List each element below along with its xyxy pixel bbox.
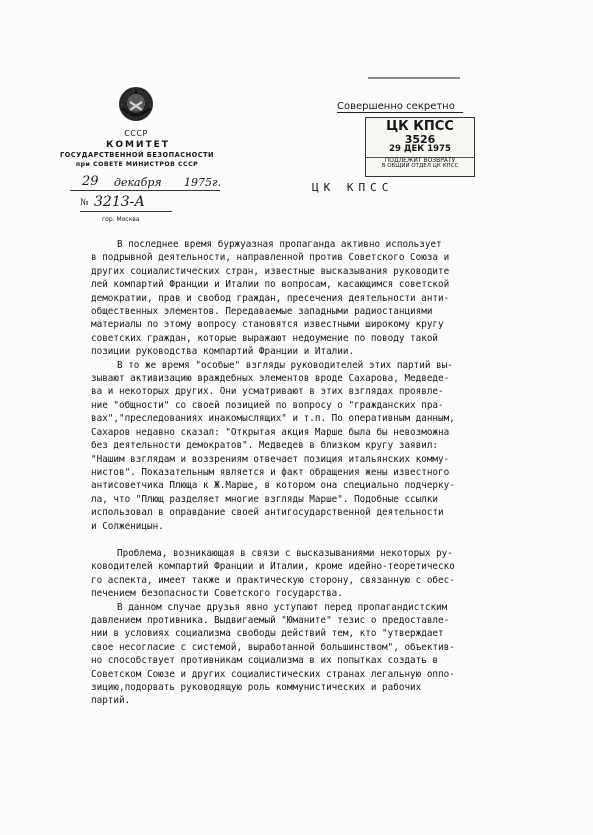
paragraph-line: Проблема, возникающая в связи с высказываниями некоторых ру- — [117, 547, 453, 559]
org-line-2: ГОСУДАРСТВЕННОЙ БЕЗОПАСНОСТИ — [59, 151, 215, 159]
paragraph-line: советских граждан, которые выражают недоумение по поводу такой — [91, 332, 439, 344]
country-label: СССР — [124, 129, 148, 138]
stamp-line-1: ЦК КПСС — [386, 119, 454, 134]
paragraph-line: зицию,подорвать руководящую роль коммунистических и рабочих — [91, 682, 422, 693]
paragraph-4 — [91, 601, 586, 708]
paragraph-line: печением безопасности Советского государства. — [91, 588, 343, 600]
date-month: декабря — [114, 176, 162, 189]
date-year: 1975г. — [184, 176, 222, 189]
paragraph-line: В то же время "особые" взгляды руководителей этих партий вы- — [117, 359, 453, 371]
stamp-line-2: 3526 — [404, 132, 436, 146]
paragraph-line: ководителей компартий Франции и Италии, кроме идейно-теоретическо — [91, 561, 455, 573]
document-date — [70, 176, 220, 191]
paragraph-line: но способствует противникам социализма в их попытках создать в — [91, 655, 439, 667]
paragraph-line: ва и некоторых других. Они усматривают в этих взглядах проявле- — [91, 386, 444, 398]
registration-stamp — [365, 117, 475, 177]
paragraph-line: без деятельности демократов". Медведев в близком кругу заявил: — [91, 440, 439, 452]
paragraph-3 — [91, 547, 586, 601]
date-day: 29 — [82, 174, 99, 189]
paragraph-line: го аспекта, имеет также и практическую сторону, связанную с обес- — [91, 574, 455, 586]
paragraph-line: вах","преследованиях инакомыслящих" и т.п. По оперативным данным, — [91, 413, 455, 425]
paragraph-line: Советском Союзе и других социалистических странах легальную оппо- — [91, 668, 455, 680]
paragraph-line: ние "общности" со своей позицией по вопросу о "гражданских пра- — [91, 399, 444, 411]
paragraph-line: демократии, прав и свобод граждан, пресечения деятельности анти- — [91, 292, 450, 304]
paragraph-line: свое несогласие с системой, выработанной большинством", объектив- — [91, 641, 455, 653]
paragraph-line: "Нашим взглядам и воззрениям отвечает позиция итальянских комму- — [91, 453, 450, 465]
paragraph-line: В последнее время буржуазная пропаганда активно использует — [117, 239, 442, 250]
paragraph-line: других социалистических стран, известные высказывания руководите — [91, 265, 450, 277]
paragraph-line: Сахаров недавно сказал: "Открытая акция Марше была бы невозможна — [91, 426, 450, 438]
scribble-mark — [368, 77, 460, 79]
letter-body — [91, 238, 586, 708]
paragraph-1 — [91, 238, 586, 359]
state-emblem-icon — [116, 84, 156, 124]
paragraph-line: позиции руководства компартий Франции и Италии. — [91, 346, 355, 358]
stamp-line-3: 29 ДЕК 1975 — [389, 144, 451, 155]
paragraph-line: общественных элементов. Передаваемые западными радиостанциями — [91, 306, 433, 318]
paragraph-line: и Солженицын. — [91, 520, 164, 532]
paragraph-line: партий. — [91, 695, 131, 707]
paragraph-line: в подрывной деятельности, направленной против Советского Союза и — [91, 252, 450, 264]
paragraph-2 — [91, 359, 586, 533]
paragraph-line: нистов". Показательным является и факт обращения жены известного — [91, 466, 450, 478]
stamp-line-4: ПОДЛЕЖИТ ВОЗВРАТУ — [366, 157, 474, 164]
paragraph-line: давлением противника. Выдвигаемый "Юманите" тезис о предоставле- — [91, 614, 450, 626]
addressee: ЦК КПСС — [312, 181, 394, 194]
paragraph-line: зывают активизацию враждебных элементов вроде Сахарова, Медведе- — [91, 373, 450, 385]
classification-label: Совершенно секретно — [337, 101, 463, 113]
paragraph-line: материалы по этому вопросу становятся известными широкому кругу — [91, 319, 444, 331]
city-label: гор. Москва — [102, 216, 140, 223]
document-number: № 3213-А — [80, 196, 172, 212]
paragraph-line: лей компартий Франции и Италии по вопросам, касающимся советской — [91, 279, 450, 291]
document-number-value: 3213-А — [94, 194, 145, 210]
paragraph-line: В данном случае друзья явно уступают перед пропагандистским — [117, 601, 448, 613]
paragraph-line: ла, что "Плющ разделяет многие взгляды Марше". Подобные ссылки — [91, 493, 439, 505]
paragraph-line: нии в условиях социализма свободы действий тем, кто "утверждает — [91, 628, 444, 640]
paragraph-line: использовал в оправдание своей антигосударственной деятельности — [91, 507, 444, 519]
stamp-line-5: В ОБЩИЙ ОТДЕЛ ЦК КПСС — [381, 163, 459, 170]
paragraph-line: антисоветчика Плюща к Ж.Марше, в котором она специально подчерку- — [91, 480, 455, 492]
org-line-3: при СОВЕТЕ МИНИСТРОВ СССР — [75, 161, 199, 168]
org-line-1: КОМИТЕТ — [106, 140, 170, 150]
